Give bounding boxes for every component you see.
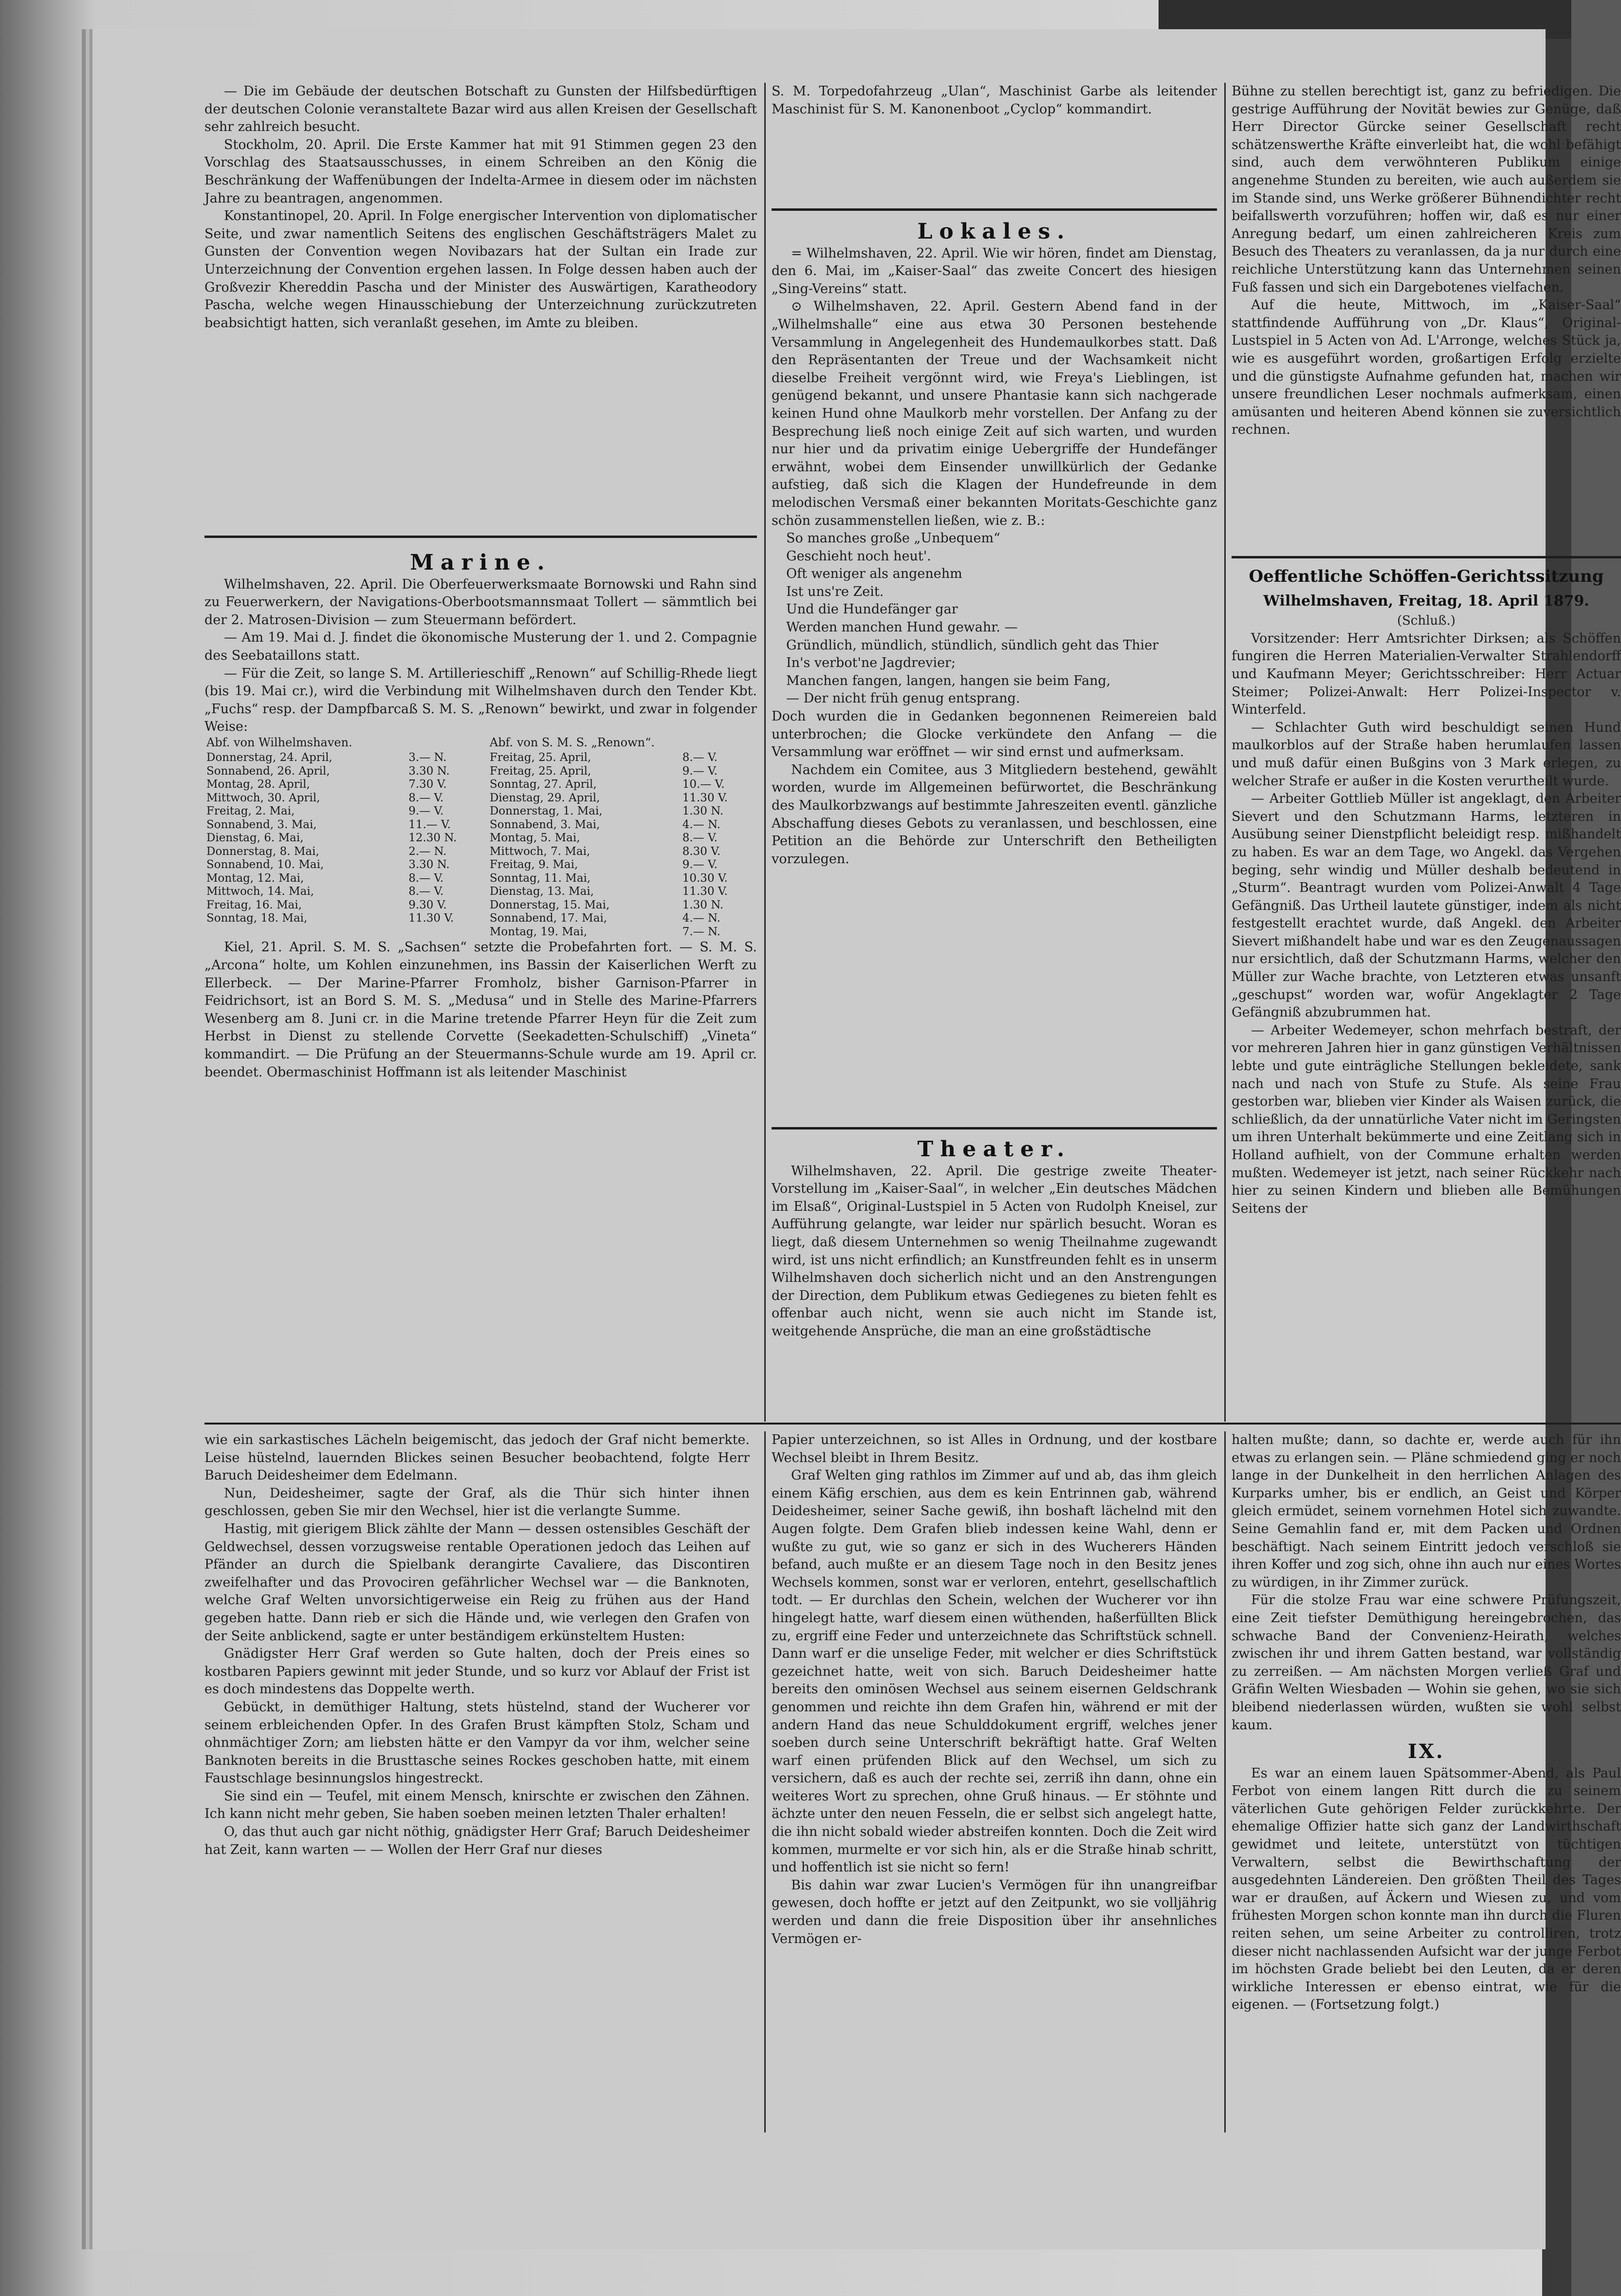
- poem-line: In's verbot'ne Jagdrevier;: [786, 655, 956, 671]
- column-2-top: [772, 83, 1217, 118]
- court-item-3: — Arbeiter Gottlieb Müller ist angeklagt, den Arbeiter Sievert und den Schutzmann Harms, letzteren in Ausübung seiner Dienstpflicht beleidigt resp. mißhandelt zu haben. Es war an dem Tage, wo Angekl. das Vergehen beging, sehr windig und Müller deshalb bedeutend in „Sturm“. Beantragt wurden vom Polizei-Anwalt 4 Tage Gefängniß. Das Urtheil lautete günstiger, indem als nicht festgestellt erachtet wurde, daß Angekl. den Arbeiter Sievert mißhandelt habe und war es den Zeugenaussagen nur ersichtlich, daß der Schutzmann Harms, welcher den Müller zur Wache brachte, von Letzteren etwas unsanft „geschupst“ worden war, wofür Angeklagter 2 Tage Gefängniß abzubrummen hat.: [1232, 791, 1621, 1020]
- ferry-row: [204, 778, 757, 792]
- ferry-cell: 10.30 V.: [682, 871, 728, 885]
- ferry-cell: Freitag, 9. Mai,: [489, 858, 578, 871]
- ferry-row: [204, 872, 757, 886]
- ferry-cell: 8.30 V.: [682, 845, 721, 858]
- lokales-heading: Lokales.: [917, 219, 1071, 244]
- news-item-stockholm: Stockholm, 20. April. Die Erste Kammer hat mit 91 Stimmen gegen 23 den Vorschlag des Staatsausschusses, in einem Schreiben an den König die Beschränkung der Waffenübungen der Indelta-Armee in diesem oder im nächsten Jahre zu beantragen, angenommen.: [204, 137, 757, 206]
- ferry-cell: 1.30 N.: [682, 805, 724, 818]
- lokales-item-2: ⊙ Wilhelmshaven, 22. April. Gestern Abend fand in der „Wilhelmshalle“ eine aus etwa 30 Personen bestehende Versammlung in Angelegenheit des Hundemaulkorbes statt. Daß den Repräsentanten der Treue und der Wachsamkeit nicht dieselbe Freiheit vergönnt wird, wie Freya's Lieblingen, ist genügend bekannt, und unsere Phantasie kann sich nachgerade keinen Hund ohne Maulkorb mehr vorstellen. Der Anfang zu der Besprechung ließ noch einige Zeit auf sich warten, und wurden nur hier und da privatim einige Uebergriffe der Hundefänger erwähnt, wobei dem Einsender unwillkürlich der Gedanke aufstieg, daß sich die Klagen der Hundefreunde in dem melodischen Versmaß einer bekannten Moritats-Geschichte ganz schön zusammenstellen ließen, wie z. B.:: [772, 299, 1217, 528]
- ferry-cell: Montag, 12. Mai,: [206, 871, 304, 885]
- ferry-cell: Donnerstag, 15. Mai,: [489, 898, 610, 911]
- section-divider: [772, 208, 1217, 211]
- ferry-cell: Donnerstag, 1. Mai,: [489, 805, 603, 818]
- ferry-cell: Sonnabend, 3. Mai,: [489, 818, 600, 831]
- ferry-cell: Sonnabend, 10. Mai,: [206, 858, 324, 871]
- novel-paragraph: Gnädigster Herr Graf werden so Gute halten, doch der Preis eines so kostbaren Papiers gewinnt mit jeder Stunde, und so kurz vor Ablauf der Frist ist es doch mindestens das Doppelte werth.: [204, 1646, 750, 1697]
- ferry-cell: Freitag, 2. Mai,: [206, 805, 295, 818]
- novel-paragraph: Für die stolze Frau war eine schwere Prüfungszeit, eine Zeit tiefster Demüthigung hereingebrochen, das schwache Band der Convenienz-Heirath, welches zwischen ihr und ihrem Gatten bestand, war vollständig zu zerreißen. — Am nächsten Morgen verließ Graf und Gräfin Welten Wiesbaden — Wohin sie gehen, wo sie sich bleibend niederlassen würden, wußten sie wohl selbst kaum.: [1232, 1592, 1621, 1733]
- ferry-row: [204, 832, 757, 845]
- ferry-cell: 7.30 V.: [408, 778, 447, 791]
- ferry-row: [204, 858, 757, 872]
- ferry-header-left: Abf. von Wilhelmshaven.: [206, 735, 352, 749]
- ferry-cell: Dienstag, 6. Mai,: [206, 832, 304, 845]
- theater-heading: Theater.: [917, 1137, 1071, 1162]
- ferry-row: [204, 765, 757, 778]
- poem-line: Werden manchen Hund gewahr. —: [786, 620, 1018, 635]
- marine-item-2: — Am 19. Mai d. J. findet die ökonomische Musterung der 1. und 2. Compagnie des Seebataillons statt.: [204, 630, 757, 663]
- marine-item-kiel: Kiel, 21. April. S. M. S. „Sachsen“ setzte die Probefahrten fort. — S. M. S. „Arcona“ holte, um Kohlen einzunehmen, ins Bassin der Kaiserlichen Werft zu Ellerbeck. — Der Marine-Pfarrer Fromholz, bisher Garnison-Pfarrer in Feidrichsort, ist an Bord S. M. S. „Medusa“ und in Stelle des Marine-Pfarrers Wesenberg am 8. Juni cr. in die Marine tretende Pfarrer Heyn für die Zeit zum Herbst in Dienst zu stellende Corvette (Seekadetten-Schulschiff) „Vineta“ kommandirt. — Die Prüfung an der Steuermanns-Schule wurde am 19. April cr. beendet. Obermaschinist Hoffmann ist als leitender Maschinist: [204, 940, 757, 1080]
- ferry-cell: 11.30 V.: [682, 791, 728, 804]
- court-item-2: — Schlachter Guth wird beschuldigt seinen Hund maulkorblos auf der Straße haben herumlaufen lassen und muß dafür einen Bußgins von 3 Mark erlegen, zu welcher Strafe er außer in die Kosten verurtheilt wurde.: [1232, 720, 1621, 789]
- ferry-cell: Donnerstag, 8. Mai,: [206, 845, 319, 858]
- novel-paragraph: Es war an einem lauen Spätsommer-Abend, als Paul Ferbot von einem langen Ritt durch die zu seinem väterlichen Gute gehörigen Felder zurückkehrte. Der ehemalige Offizier hatte sich ganz der Landwirthschaft gewidmet und leitete, unterstützt von tüchtigen Verwaltern, selbst die Bewirthschaftung der ausgedehnten Ländereien. Den größten Theil des Tages war er draußen, auf Äckern und Wiesen zu, und vom frühesten Morgen schon konnte man ihn durch die Fluren reiten sehen, um seine Arbeiter zu controlliren, trotz dieser nicht nachlassenden Aufsicht war der junge Ferbot im höchsten Grade beliebt bei den Leuten, da er deren wirkliche Interessen er ebenso eintrat, wie für die eigenen. — (Fortsetzung folgt.): [1232, 1765, 1621, 2013]
- ferry-cell: 8.— V.: [408, 885, 444, 898]
- ferry-row: [204, 845, 757, 859]
- poem-line: Oft weniger als angenehm: [786, 566, 962, 582]
- section-divider: [1232, 556, 1621, 558]
- ferry-cell: Mittwoch, 30. April,: [206, 791, 320, 804]
- ferry-cell: 11.30 V.: [682, 885, 728, 898]
- ferry-cell: 3.30 N.: [408, 858, 450, 871]
- novel-column-2: [772, 1431, 1217, 1948]
- ferry-cell: Montag, 28. April,: [206, 778, 310, 791]
- ferry-cell: Sonntag, 18. Mai,: [206, 912, 308, 925]
- poem-line: Und die Hundefänger gar: [786, 602, 958, 617]
- lokales-item-4: Nachdem ein Comitee, aus 3 Mitgliedern bestehend, gewählt worden, wurde im Allgemeinen befürwortet, die Beschränkung des Maulkorbzwangs auf bestimmte Jahreszeiten eventl. gänzliche Abschaffung dieses Gebots zu veranlassen, und beschlossen, eine Petition an die Behörde zur Unterschrift den Betheiligten vorzulegen.: [772, 762, 1217, 867]
- ferry-cell: 11.30 V.: [408, 912, 454, 925]
- marine-section: [204, 545, 757, 1081]
- poem-line: Gründlich, mündlich, stündlich, sündlich geht das Thier: [786, 637, 1159, 653]
- section-divider: [772, 1127, 1217, 1129]
- ferry-row: [204, 805, 757, 818]
- ferry-cell: 9.— V.: [408, 805, 444, 818]
- ferry-cell: Dienstag, 13. Mai,: [489, 885, 594, 898]
- ferry-cell: [406, 926, 488, 939]
- ferry-cell: 4.— N.: [682, 912, 720, 925]
- ferry-cell: 12.30 N.: [408, 832, 457, 845]
- ferry-cell: 3.30 N.: [408, 764, 450, 778]
- feuilleton-divider: [204, 1423, 1621, 1425]
- ferry-cell: [204, 926, 406, 939]
- news-item-konstantinopel: Konstantinopel, 20. April. In Folge energischer Intervention von diplomatischer Seite, und zwar namentlich Seitens des englischen Geschäftsträgers Malet zu Gunsten der Convention wegen Novibazars hat der Sultan ein Irade zur Unterzeichnung der Convention ergehen lassen. In Folge dessen haben auch der Großvezir Khereddin Pascha und der Minister des Auswärtigen, Karatheodory Pascha, welche wegen Hinausschiebung der Unterzeichnung zurückzutreten beabsichtigt hatten, sich veranlaßt gesehen, im Amte zu bleiben.: [204, 208, 757, 331]
- ferry-cell: 8.— V.: [682, 832, 718, 845]
- theater-item: Wilhelmshaven, 22. April. Die gestrige zweite Theater-Vorstellung im „Kaiser-Saal“, in welcher „Ein deutsches Mädchen im Elsaß“, Original-Lustspiel in 5 Acten von Rudolph Kneisel, zur Aufführung gelangte, war leider nur spärlich besucht. Woran es liegt, daß diesem Unternehmen so wenig Theilnahme zugewandt wird, ist uns nicht erfindlich; an Kunstfreunden fehlt es in unserm Wilhelmshaven doch sicherlich nicht und an den Anstrengungen der Direction, dem Publikum etwas Gediegenes zu bieten fehlt es offenbar auch nicht, wenn sie auch nicht im Stande ist, weitgehende Ansprüche, die man an eine großstädtische: [772, 1163, 1217, 1339]
- ferry-cell: 8.— V.: [682, 751, 718, 764]
- ferry-cell: 9.— V.: [682, 764, 718, 778]
- ferry-cell: Freitag, 25. April,: [489, 764, 591, 778]
- ferry-cell: 9.30 V.: [408, 898, 447, 911]
- ferry-cell: 11.— V.: [408, 818, 451, 831]
- ferry-cell: 9.— V.: [682, 858, 718, 871]
- ferry-row: [204, 926, 757, 939]
- ferry-cell: Mittwoch, 7. Mai,: [489, 845, 590, 858]
- poem-line: So manches große „Unbequem“: [786, 531, 1000, 546]
- ferry-cell: 8.— V.: [408, 871, 444, 885]
- ferry-row: [204, 751, 757, 765]
- ferry-cell: Sonntag, 11. Mai,: [489, 871, 591, 885]
- ferry-cell: Freitag, 25. April,: [489, 751, 591, 764]
- ferry-cell: Montag, 5. Mai,: [489, 832, 580, 845]
- ferry-cell: 10.— V.: [682, 778, 725, 791]
- court-section: [1232, 561, 1621, 1218]
- lokales-section: [772, 214, 1217, 868]
- novel-column-1: [204, 1431, 750, 1859]
- novel-paragraph: Papier unterzeichnen, so ist Alles in Ordnung, und der kostbare Wechsel bleibt in Ihrem Besitz.: [772, 1432, 1217, 1465]
- novel-paragraph: Bis dahin war zwar Lucien's Vermögen für ihn unangreifbar gewesen, doch hoffte er jetzt auf den Zeitpunkt, wo sie volljährig werden und dann die freie Disposition über ihr ansehnliches Vermögen er-: [772, 1877, 1217, 1946]
- ferry-rows: [204, 751, 757, 939]
- ferry-cell: Mittwoch, 14. Mai,: [206, 885, 314, 898]
- poem-line: — Der nicht früh genug entsprang.: [786, 691, 1020, 706]
- ferry-cell: Sonnabend, 17. Mai,: [489, 912, 608, 925]
- ferry-row: [204, 912, 757, 926]
- column-divider: [764, 1431, 766, 2132]
- news-item-bazar: — Die im Gebäude der deutschen Botschaft zu Gunsten der Hilfsbedürftigen der deutschen Colonie veranstaltete Bazar wird aus allen Kreisen der Gesellschaft sehr zahlreich besucht.: [204, 84, 757, 135]
- news-item-torpedo: S. M. Torpedofahrzeug „Ulan“, Maschinist Garbe als leitender Maschinist für S. M. Kanonenboot „Cyclop“ kommandirt.: [772, 84, 1217, 117]
- court-heading: Oeffentliche Schöffen-Gerichtssitzung: [1249, 567, 1604, 586]
- poem-line: Manchen fangen, langen, hangen sie beim Fang,: [786, 673, 1111, 688]
- ferry-cell: 3.— N.: [408, 751, 447, 764]
- ferry-row: [204, 818, 757, 832]
- column-divider: [1224, 1431, 1226, 2132]
- ferry-cell: Sonnabend, 26. April,: [206, 764, 330, 778]
- column-divider: [1224, 83, 1226, 1422]
- court-item-1: Vorsitzender: Herr Amtsrichter Dirksen; als Schöffen fungiren die Herren Materialien-Verwalter Strahlendorff und Kaufmann Meyer; Gerichtsschreiber: Herr Actuar Steimer; Polizei-Anwalt: Herr Polizei-Inspector v. Winterfeld.: [1232, 630, 1621, 718]
- column-1-top: [204, 83, 757, 332]
- ferry-cell: Donnerstag, 24. April,: [206, 751, 332, 764]
- court-subtitle: (Schluß.): [1397, 613, 1456, 629]
- marine-heading: Marine.: [410, 550, 552, 575]
- ferry-cell: Dienstag, 29. April,: [489, 791, 600, 804]
- novel-paragraph: wie ein sarkastisches Lächeln beigemischt, das jedoch der Graf nicht bemerkte. Leise hüstelnd, lauernden Blickes seinen Besucher beobachtend, folgte Herr Baruch Deidesheimer dem Edelmann.: [204, 1432, 750, 1483]
- novel-paragraph: Gebückt, in demüthiger Haltung, stets hüstelnd, stand der Wucherer vor seinem erbleichenden Opfer. In des Grafen Brust kämpften Stolz, Scham und ohnmächtiger Zorn; am liebsten hätte er den Vampyr da vor ihm, welcher seine Banknoten bereits in die Brusttasche seines Rockes geschoben hatte, mit einem Faustschlage besinnungslos hingestreckt.: [204, 1699, 750, 1786]
- ferry-row: [204, 792, 757, 805]
- marine-item-3: — Für die Zeit, so lange S. M. Artillerieschiff „Renown“ auf Schillig-Rhede liegt (bis 19. Mai cr.), wird die Verbindung mit Wilhelmshaven durch den Tender Kbt. „Fuchs“ resp. der Dampfbarcaß S. M. S. „Renown“ bewirkt, und zwar in folgender Weise:: [204, 666, 757, 735]
- ferry-cell: 4.— N.: [682, 818, 720, 831]
- novel-column-3: [1232, 1431, 1621, 2014]
- ferry-cell: Sonnabend, 3. Mai,: [206, 818, 317, 831]
- novel-paragraph: Graf Welten ging rathlos im Zimmer auf und ab, das ihm gleich einem Käfig erschien, aus dem es kein Entrinnen gab, während Deidesheimer, seiner Sache gewiß, ihn boshaft lächelnd mit den Augen folgte. Dem Grafen blieb indessen keine Wahl, denn er wußte zu gut, wie so ganz er sich in des Wucherers Händen befand, auch mußte er an diesem Tage noch in den Besitz jenes Wechsels kommen, sonst war er verloren, entehrt, gesellschaftlich todt. — Er durchlas den Schein, welchen der Wucherer vor ihn hingelegt hatte, warf diesem einen wüthenden, haßerfüllten Blick zu, ergriff eine Feder und unterzeichnete das Schriftstück schnell. Dann warf er die unselige Feder, mit welcher er dies Schriftstück gezeichnet hatte, weit von sich. Baruch Deidesheimer hatte bereits den ominösen Wechsel aus seinem eisernen Geldschrank genommen und reichte ihn dem Grafen hin, während er mit der andern Hand das neue Schulddokument ergriff, welches jener soeben durch seine Unterschrift bekräftigt hatte. Graf Welten warf einen prüfenden Blick auf den Wechsel, um sich zu versichern, daß es auch der rechte sei, zerriß ihn dann, ohne ein weiteres Wort zu sprechen, ohne Gruß hinaus. — Er stöhnte und ächzte unter den neuen Fesseln, die er selbst sich angelegt hatte, die ihn nicht sobald wieder abstreifen konnten. Doch die Zeit wird kommen, murmelte er vor sich hin, als er die Straße hinab schritt, und hoffentlich ist sie nicht so fern!: [772, 1468, 1217, 1875]
- lokales-item-3: Doch wurden die in Gedanken begonnenen Reimereien bald unterbrochen; die Glocke verkündete den Anfang — die Versammlung war eröffnet — wir sind ernst und aufmerksam.: [772, 709, 1217, 760]
- ferry-cell: Freitag, 16. Mai,: [206, 898, 302, 911]
- poem-block: [786, 530, 1217, 708]
- theater-continued: Bühne zu stellen berechtigt ist, ganz zu befriedigen. Die gestrige Aufführung der Novität bewies zur Genüge, daß Herr Director Gürcke seiner Gesellschaft recht schätzenswerthe Kräfte einverleibt hat, die wohl befähigt sind, auch dem verwöhnteren Publikum einige angenehme Stunden zu bereiten, wie auch außerdem sie im Stande sind, uns Werke größerer Bühnendichter recht beifallswerth vorzuführen; hoffen wir, daß es nur einer Anregung bedarf, um einen zahlreicheren Kreis zum Besuch des Theaters zu veranlassen, da ja nur durch eine reichliche Unterstützung kann das Unternehmen seinen Fuß fassen und sich ein Dargebotenes vielfachen.: [1232, 84, 1621, 295]
- ferry-header-right: Abf. von S. M. S. „Renown“.: [489, 735, 655, 749]
- novel-paragraph: O, das thut auch gar nicht nöthig, gnädigster Herr Graf; Baruch Deidesheimer hat Zeit, kann warten — — Wollen der Herr Graf nur dieses: [204, 1824, 750, 1857]
- poem-line: Geschieht noch heut'.: [786, 548, 931, 564]
- ferry-row: [204, 885, 757, 899]
- novel-paragraph: Nun, Deidesheimer, sagte der Graf, als die Thür sich hinter ihnen geschlossen, geben Sie mir den Wechsel, hier ist die verlangte Summe.: [204, 1485, 750, 1519]
- ferry-cell: Sonntag, 27. April,: [489, 778, 597, 791]
- lokales-item-1: = Wilhelmshaven, 22. April. Wie wir hören, findet am Dienstag, den 6. Mai, im „Kaiser-Saal“ das zweite Concert des hiesigen „Sing-Vereins“ statt.: [772, 245, 1217, 296]
- novel-paragraph: halten mußte; dann, so dachte er, werde auch für ihn etwas zu erlangen sein. — Pläne schmiedend ging er noch lange in der Dunkelheit in den herrlichen Anlagen des Kurparks umher, bis er endlich, an Geist und Körper gleich ermüdet, seinem vornehmen Hotel sich zuwandte. Seine Gemahlin fand er, mit dem Packen und Ordnen beschäftigt. Nach seinem Eintritt jedoch verschloß sie ihren Koffer und zog sich, ohne ihn auch nur eines Wortes zu würdigen, in ihr Zimmer zurück.: [1232, 1432, 1621, 1590]
- ferry-cell: 1.30 N.: [682, 898, 724, 911]
- ferry-cell: 2.— N.: [408, 845, 447, 858]
- ferry-cell: 7.— N.: [682, 925, 720, 938]
- ferry-schedule-table: [204, 736, 757, 939]
- column-3-top: [1232, 83, 1621, 439]
- ferry-cell: Montag, 19. Mai,: [489, 925, 588, 938]
- chapter-heading: IX.: [1408, 1740, 1445, 1763]
- section-divider: [204, 536, 757, 538]
- court-dateline: Wilhelmshaven, Freitag, 18. April 1879.: [1263, 592, 1589, 610]
- court-item-4: — Arbeiter Wedemeyer, schon mehrfach bestraft, der vor mehreren Jahren hier in ganz günstigen Verhältnissen lebte und gute einträgliche Stellungen bekleidete, sank nach und nach von Stufe zu Stufe. Als seine Frau gestorben war, blieben vier Kinder als Waisen zurück, die schließlich, da der unnatürliche Vater nicht im Geringsten um ihren Unterhalt bekümmerte und eine Zeitlang sich in Holland aufhielt, von der Commune erhalten werden mußten. Wedemeyer ist jetzt, nach seiner Rückkehr nach hier zu seinen Kindern und blieben alle Bemühungen Seitens der: [1232, 1022, 1621, 1216]
- theater-section: [772, 1132, 1217, 1341]
- theater-dr-klaus: Auf die heute, Mittwoch, im „Kaiser-Saal“ stattfindende Aufführung von „Dr. Klaus“, Original-Lustspiel in 5 Acten von Ad. L'Arronge, welches Stück ja, wie es ausgeführt worden, großartigen Erfolg erzielte und die günstigste Aufnahme gefunden hat, machen wir unsere freundlichen Leser nochmals aufmerksam, einen amüsanten und heiteren Abend können sie zuversichtlich rechnen.: [1232, 297, 1621, 438]
- novel-paragraph: Sie sind ein — Teufel, mit einem Mensch, knirschte er zwischen den Zähnen. Ich kann nicht mehr geben, Sie haben soeben meinen letzten Thaler erhalten!: [204, 1788, 750, 1822]
- ferry-cell: 8.— V.: [408, 791, 444, 804]
- column-divider: [764, 83, 766, 1422]
- marine-item-1: Wilhelmshaven, 22. April. Die Oberfeuerwerksmaate Bornowski und Rahn sind zu Feuerwerkern, der Navigations-Oberbootsmannsmaat Tollert — sämmtlich bei der 2. Matrosen-Division — zum Steuermann befördert.: [204, 576, 757, 628]
- newspaper-page: [92, 29, 1621, 2249]
- ferry-row: [204, 899, 757, 912]
- novel-paragraph: Hastig, mit gierigem Blick zählte der Mann — dessen ostensibles Geschäft der Geldwechsel, dessen vorzugsweise rentable Operationen jedoch das Leihen auf Pfänder an durch die Spielbank derangirte Cavaliere, das Discontiren zweifelhafter und das Provociren gefährlicher Wechsel war — die Banknoten, welche Graf Welten unvorsichtigerweise ein Reig zu frühen aus der Hand gegeben hatte. Dann rieb er sich die Hände und, wie verlegen den Grafen von der Seite anblickend, sagte er unter beständigem erkünsteltem Husten:: [204, 1521, 750, 1644]
- poem-line: Ist uns're Zeit.: [786, 584, 884, 599]
